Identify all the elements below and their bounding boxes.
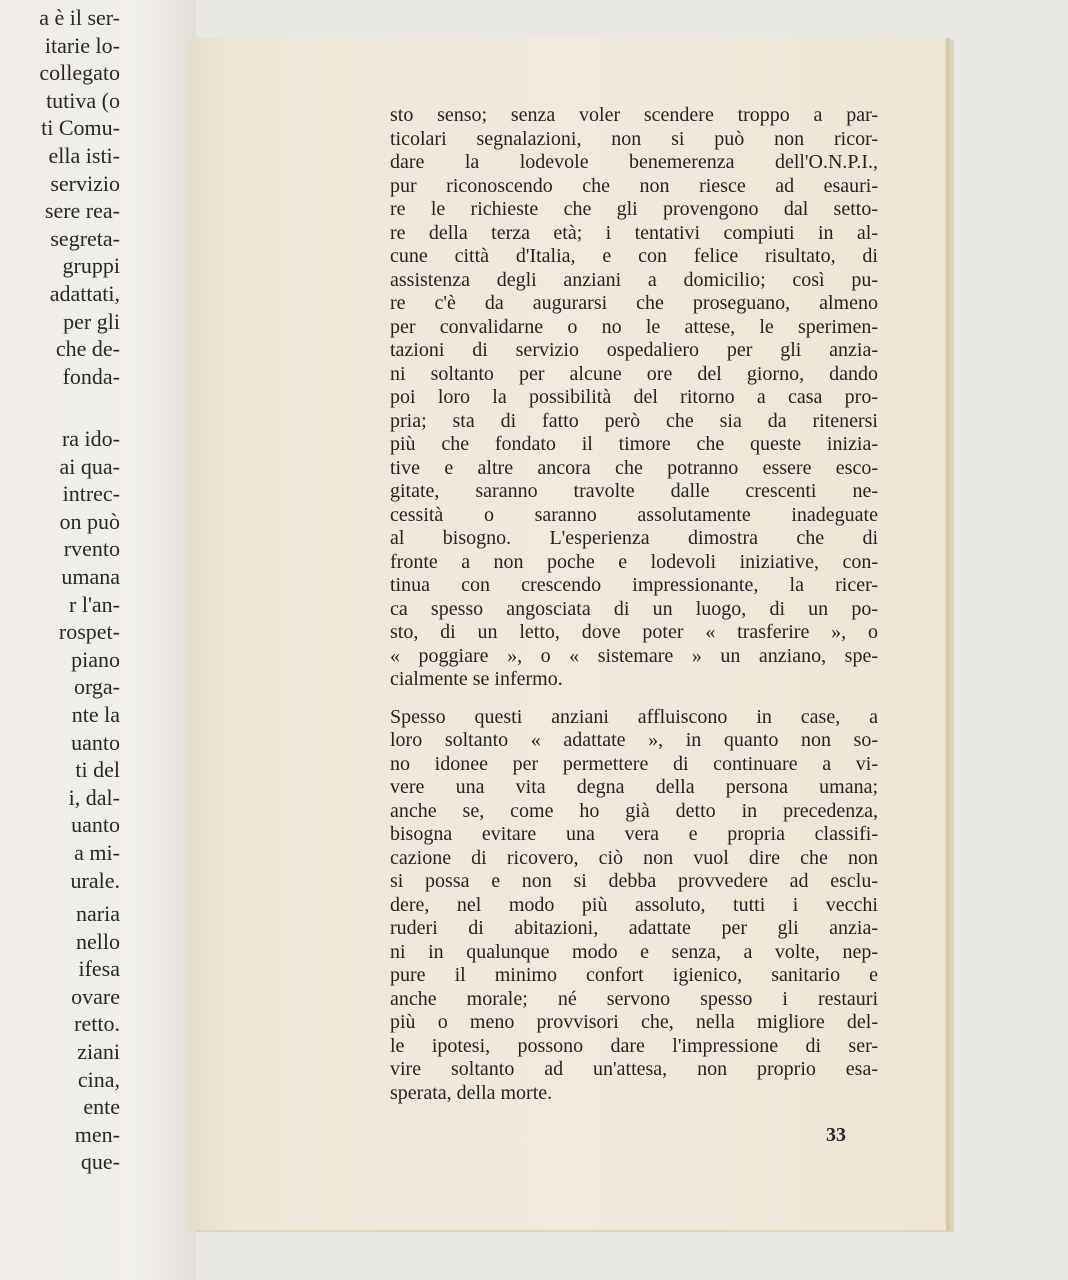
page-number: 33 <box>826 1124 846 1146</box>
text-line: ni soltanto per alcune ore del giorno, dando <box>390 362 878 385</box>
text-line: nte la <box>71 701 120 727</box>
text-line: loro soltanto « adattate », in quanto non so- <box>390 729 878 751</box>
text-line: « poggiare », o « sistemare » un anziano, spe- <box>390 644 878 667</box>
text-line: ziani <box>77 1038 120 1064</box>
text-line: per convalidarne o no le attese, le sperimen- <box>390 315 878 338</box>
text-line: cessità o saranno assolutamente inadeguate <box>390 503 878 526</box>
text-line: gruppi <box>62 253 120 279</box>
text-line: collegato <box>39 60 120 86</box>
text-line: cialmente se infermo. <box>390 668 563 690</box>
text-line: tutiva (o <box>46 87 120 113</box>
text-line: tazioni di servizio ospedaliero per gli anzia- <box>390 339 878 361</box>
text-line: cune città d'Italia, e con felice risultato, di <box>390 245 878 267</box>
text-line: segreta- <box>50 225 120 251</box>
text-line: sto, di un letto, dove poter « trasferire », o <box>390 621 878 643</box>
text-line: orga- <box>73 674 120 700</box>
paragraph <box>390 706 878 1106</box>
text-line: per gli <box>63 308 120 334</box>
text-line: più che fondato il timore che queste inizia- <box>390 433 878 455</box>
text-line: re le richieste che gli provengono dal setto- <box>390 198 878 220</box>
left-page <box>0 0 196 1280</box>
text-line: sperata, della morte. <box>390 1081 553 1104</box>
text-line: r l'an- <box>69 591 120 617</box>
text-line: sere rea- <box>44 198 120 224</box>
text-line: tive e altre ancora che potranno essere esco- <box>390 456 878 479</box>
text-line: ticolari segnalazioni, non si può non ricor- <box>390 127 878 150</box>
text-line: piano <box>71 646 120 672</box>
text-line: cazione di ricovero, ciò non vuol dire che non <box>390 846 878 869</box>
left-text-block <box>0 425 120 894</box>
text-line: le ipotesi, possono dare l'impressione di ser- <box>390 1034 878 1057</box>
text-line: gitate, saranno travolte dalle crescenti ne- <box>390 480 878 502</box>
text-line: que- <box>80 1149 120 1175</box>
text-line: vere una vita degna della persona umana; <box>390 776 878 798</box>
text-line: servizio <box>50 170 120 196</box>
paragraph-gap <box>390 692 878 706</box>
text-line: uanto <box>71 812 120 838</box>
text-line: nello <box>76 928 120 954</box>
text-line: Spesso questi anziani affluiscono in case, a <box>390 705 878 728</box>
text-line: a è il ser- <box>39 5 120 30</box>
text-line: on può <box>59 508 120 534</box>
text-line: anche se, come ho già detto in precedenza, <box>390 799 878 822</box>
text-line: no idonee per permettere di continuare a vi- <box>390 752 878 775</box>
text-line: assistenza degli anziani a domicilio; così pu- <box>390 268 878 291</box>
text-line: che de- <box>55 336 120 362</box>
text-line: a mi- <box>74 839 120 865</box>
text-line: ruderi di abitazioni, adattate per gli anzia- <box>390 917 878 939</box>
text-line: dare la lodevole benemerenza dell'O.N.P.I., <box>390 151 878 173</box>
text-line: urale. <box>70 867 120 893</box>
text-line: vire soltanto ad un'attesa, non proprio esa- <box>390 1058 878 1080</box>
left-text-block <box>0 900 120 1176</box>
text-line: bisogna evitare una vera e propria classifi- <box>390 823 878 845</box>
text-line: men- <box>74 1121 120 1147</box>
text-line: cina, <box>77 1066 120 1092</box>
text-line: rospet- <box>58 619 120 645</box>
text-line: fronte a non poche e lodevoli iniziative, con- <box>390 550 878 573</box>
text-line: uanto <box>71 729 120 755</box>
text-line: si possa e non si debba provvedere ad esclu- <box>390 870 878 892</box>
text-line: pria; sta di fatto però che sia da ritenersi <box>390 409 878 432</box>
body-text <box>390 104 878 1105</box>
text-line: rvento <box>63 536 120 562</box>
text-line: naria <box>76 901 120 926</box>
text-line: adattati, <box>49 280 120 306</box>
text-line: intrec- <box>62 481 120 507</box>
text-line: al bisogno. L'esperienza dimostra che di <box>390 527 878 549</box>
text-line: ifesa <box>78 956 120 982</box>
text-line: poi loro la possibilità del ritorno a casa pro- <box>390 386 878 408</box>
text-line: i, dal- <box>68 784 120 810</box>
text-line: ni in qualunque modo e senza, a volte, nep- <box>390 940 878 963</box>
text-line: fonda- <box>62 363 120 389</box>
text-line: pure il minimo confort igienico, sanitario e <box>390 964 878 986</box>
text-line: ai qua- <box>59 453 120 479</box>
text-line: tinua con crescendo impressionante, la ricer- <box>390 574 878 596</box>
text-line: pur riconoscendo che non riesce ad esauri- <box>390 174 878 197</box>
text-line: re della terza età; i tentativi compiuti in al- <box>390 221 878 244</box>
text-line: re c'è da augurarsi che proseguano, almeno <box>390 292 878 314</box>
text-line: anche morale; né servono spesso i restauri <box>390 987 878 1010</box>
text-line: ti Comu- <box>41 115 120 141</box>
paragraph <box>390 104 878 692</box>
text-line: ella isti- <box>48 142 120 168</box>
text-line: sto senso; senza voler scendere troppo a par- <box>390 104 878 126</box>
text-line: ente <box>83 1094 120 1120</box>
text-line: retto. <box>74 1011 120 1037</box>
text-line: più o meno provvisori che, nella migliore del- <box>390 1011 878 1033</box>
text-line: ca spesso angosciata di un luogo, di un po- <box>390 597 878 620</box>
text-line: ovare <box>71 983 120 1009</box>
text-line: itarie lo- <box>44 32 120 58</box>
text-line: ra ido- <box>61 426 120 451</box>
text-line: ti del <box>75 757 120 783</box>
text-line: dere, nel modo più assoluto, tutti i vecchi <box>390 893 878 916</box>
text-line: umana <box>61 563 120 589</box>
left-text-block <box>0 4 120 390</box>
